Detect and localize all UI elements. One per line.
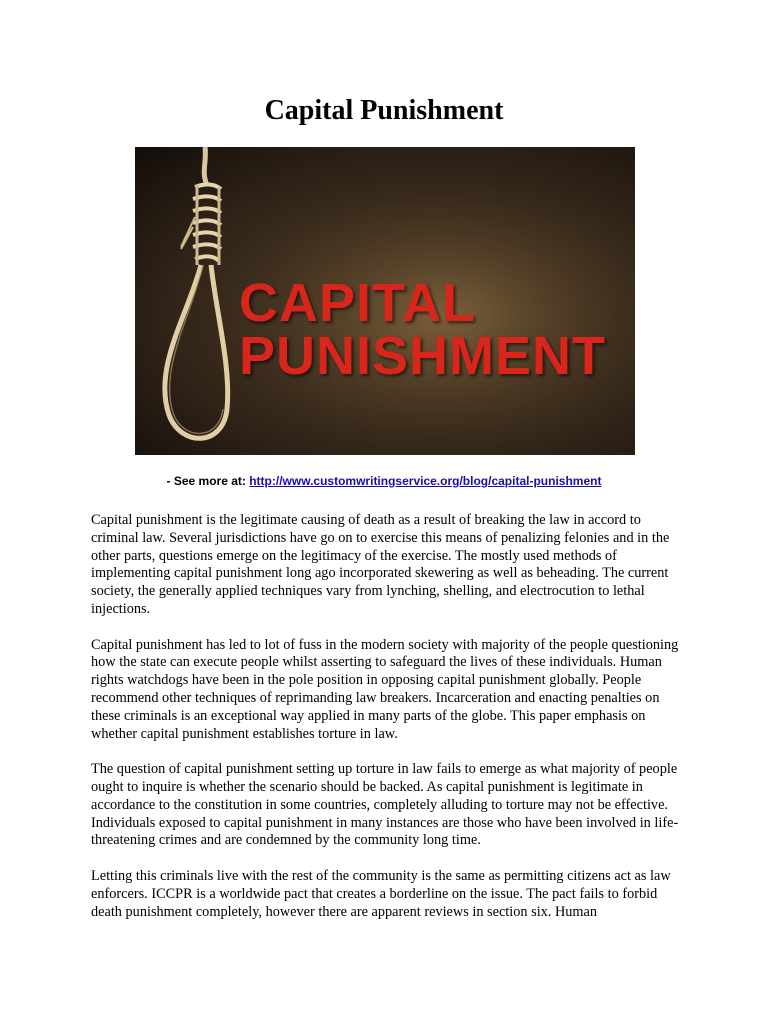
paragraph-2: Capital punishment has led to lot of fuss in the modern society with majority of the people questioning how the state can execute people whilst asserting to safeguard the lives of these individuals. Human rights watchdogs have been in the pole position in opposing capital punishment globally. People recommend other techniques of reprimanding law breakers. Incarceration and enacting penalties on these criminals is an exceptional way applied in many parts of the globe. This paper emphasis on whether capital punishment establishes torture in law. — [91, 636, 679, 742]
hero-title-line1: CAPITAL — [239, 273, 476, 333]
source-attribution — [0, 473, 768, 489]
page-title: Capital Punishment — [264, 95, 504, 126]
paragraph-1: Capital punishment is the legitimate causing of death as a result of breaking the law in accord to criminal law. Several jurisdictions have go on to exercise this means of penalizing felonies and in the other parts, questions emerge on the legitimacy of the exercise. The mostly used methods of implementing capital punishment long ago incorporated skewering as well as beheading. The current society, the generally applied techniques vary from lynching, shelling, and electrocution to lethal injections. — [91, 512, 670, 617]
source-link[interactable]: http://www.customwritingservice.org/blog/capital-punishment — [249, 474, 602, 488]
hero-image — [135, 147, 635, 455]
article-body — [91, 512, 681, 939]
paragraph-3: The question of capital punishment setting up torture in law fails to emerge as what majority of people ought to inquire is whether the scenario should be backed. As capital punishment is legitimate in accordance to the constitution in some countries, completely alluding to torture may not be effective. Individuals exposed to capital punishment in many instances are those who have been involved in life-threatening crimes and are condemned by the community long time. — [91, 761, 679, 849]
source-prefix: - See more at: — [166, 474, 250, 488]
paragraph-4: Letting this criminals live with the rest of the community is the same as permitting citizens act as law enforcers. ICCPR is a worldwide pact that creates a borderline on the issue. The pact fails to forbid death punishment completely, however there are apparent reviews in section six. Human — [91, 867, 671, 920]
hero-title-line2: PUNISHMENT — [239, 326, 607, 386]
